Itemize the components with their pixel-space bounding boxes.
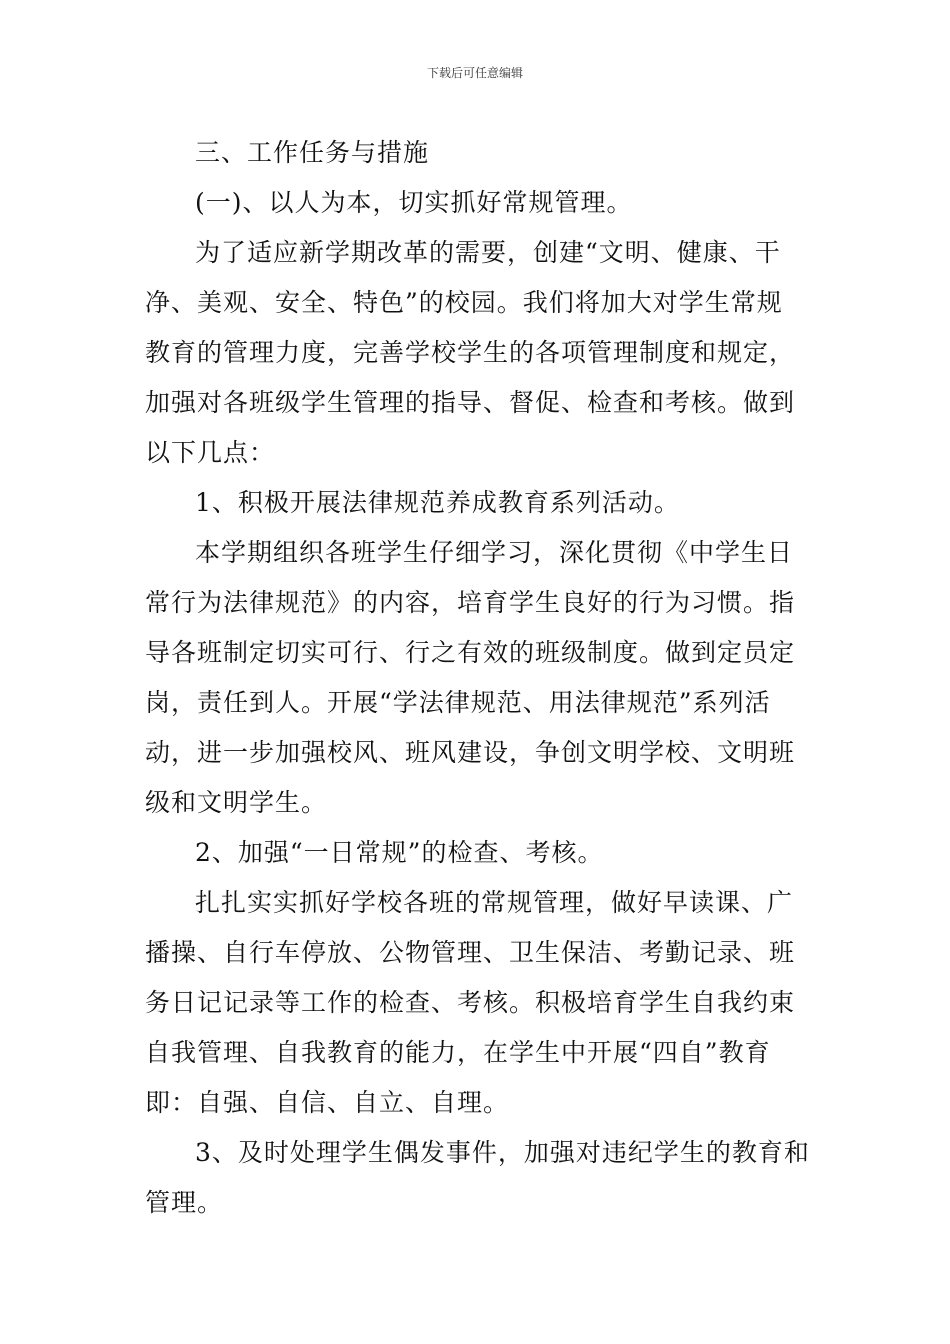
paragraph-line: 以下几点： [145, 438, 276, 467]
paragraph-line: 本学期组织各班学生仔细学习，深化贯彻《中学生日 [195, 538, 794, 567]
paragraph-line: 教育的管理力度，完善学校学生的各项管理制度和规定， [145, 338, 796, 367]
paragraph-line: 管理。 [145, 1188, 224, 1217]
paragraph-line: 播操、自行车停放、公物管理、卫生保洁、考勤记录、班 [145, 938, 796, 967]
section-heading: 三、工作任务与措施 [195, 138, 430, 167]
document-body [145, 128, 810, 1228]
paragraph-line: 动，进一步加强校风、班风建设，争创文明学校、文明班 [145, 738, 796, 767]
paragraph-line: 即：自强、自信、自立、自理。 [145, 1088, 510, 1117]
paragraph-line: 加强对各班级学生管理的指导、督促、检查和考核。做到 [145, 388, 796, 417]
list-item-heading: 2、加强“一日常规”的检查、考核。 [195, 838, 604, 867]
paragraph-line: 级和文明学生。 [145, 788, 328, 817]
paragraph-line: 净、美观、安全、特色”的校园。我们将加大对学生常规 [145, 288, 783, 317]
paragraph-line: 自我管理、自我教育的能力，在学生中开展“四自”教育 [145, 1038, 771, 1067]
paragraph-line: 岗，责任到人。开展“学法律规范、用法律规范”系列活 [145, 688, 771, 717]
paragraph-line: 扎扎实实抓好学校各班的常规管理，做好早读课、广 [195, 888, 794, 917]
paragraph-line: 导各班制定切实可行、行之有效的班级制度。做到定员定 [145, 638, 796, 667]
page-header-note: 下载后可任意编辑 [426, 66, 523, 80]
list-item-heading: 3、及时处理学生偶发事件，加强对违纪学生的教育和 [195, 1138, 810, 1167]
paragraph-line: 务日记记录等工作的检查、考核。积极培育学生自我约束 [145, 988, 796, 1017]
subsection-heading: (一)、以人为本，切实抓好常规管理。 [195, 188, 633, 217]
paragraph-line: 为了适应新学期改革的需要，创建“文明、健康、干 [195, 238, 781, 267]
paragraph-line: 常行为法律规范》的内容，培育学生良好的行为习惯。指 [145, 588, 796, 617]
list-item-heading: 1、积极开展法律规范养成教育系列活动。 [195, 488, 680, 517]
